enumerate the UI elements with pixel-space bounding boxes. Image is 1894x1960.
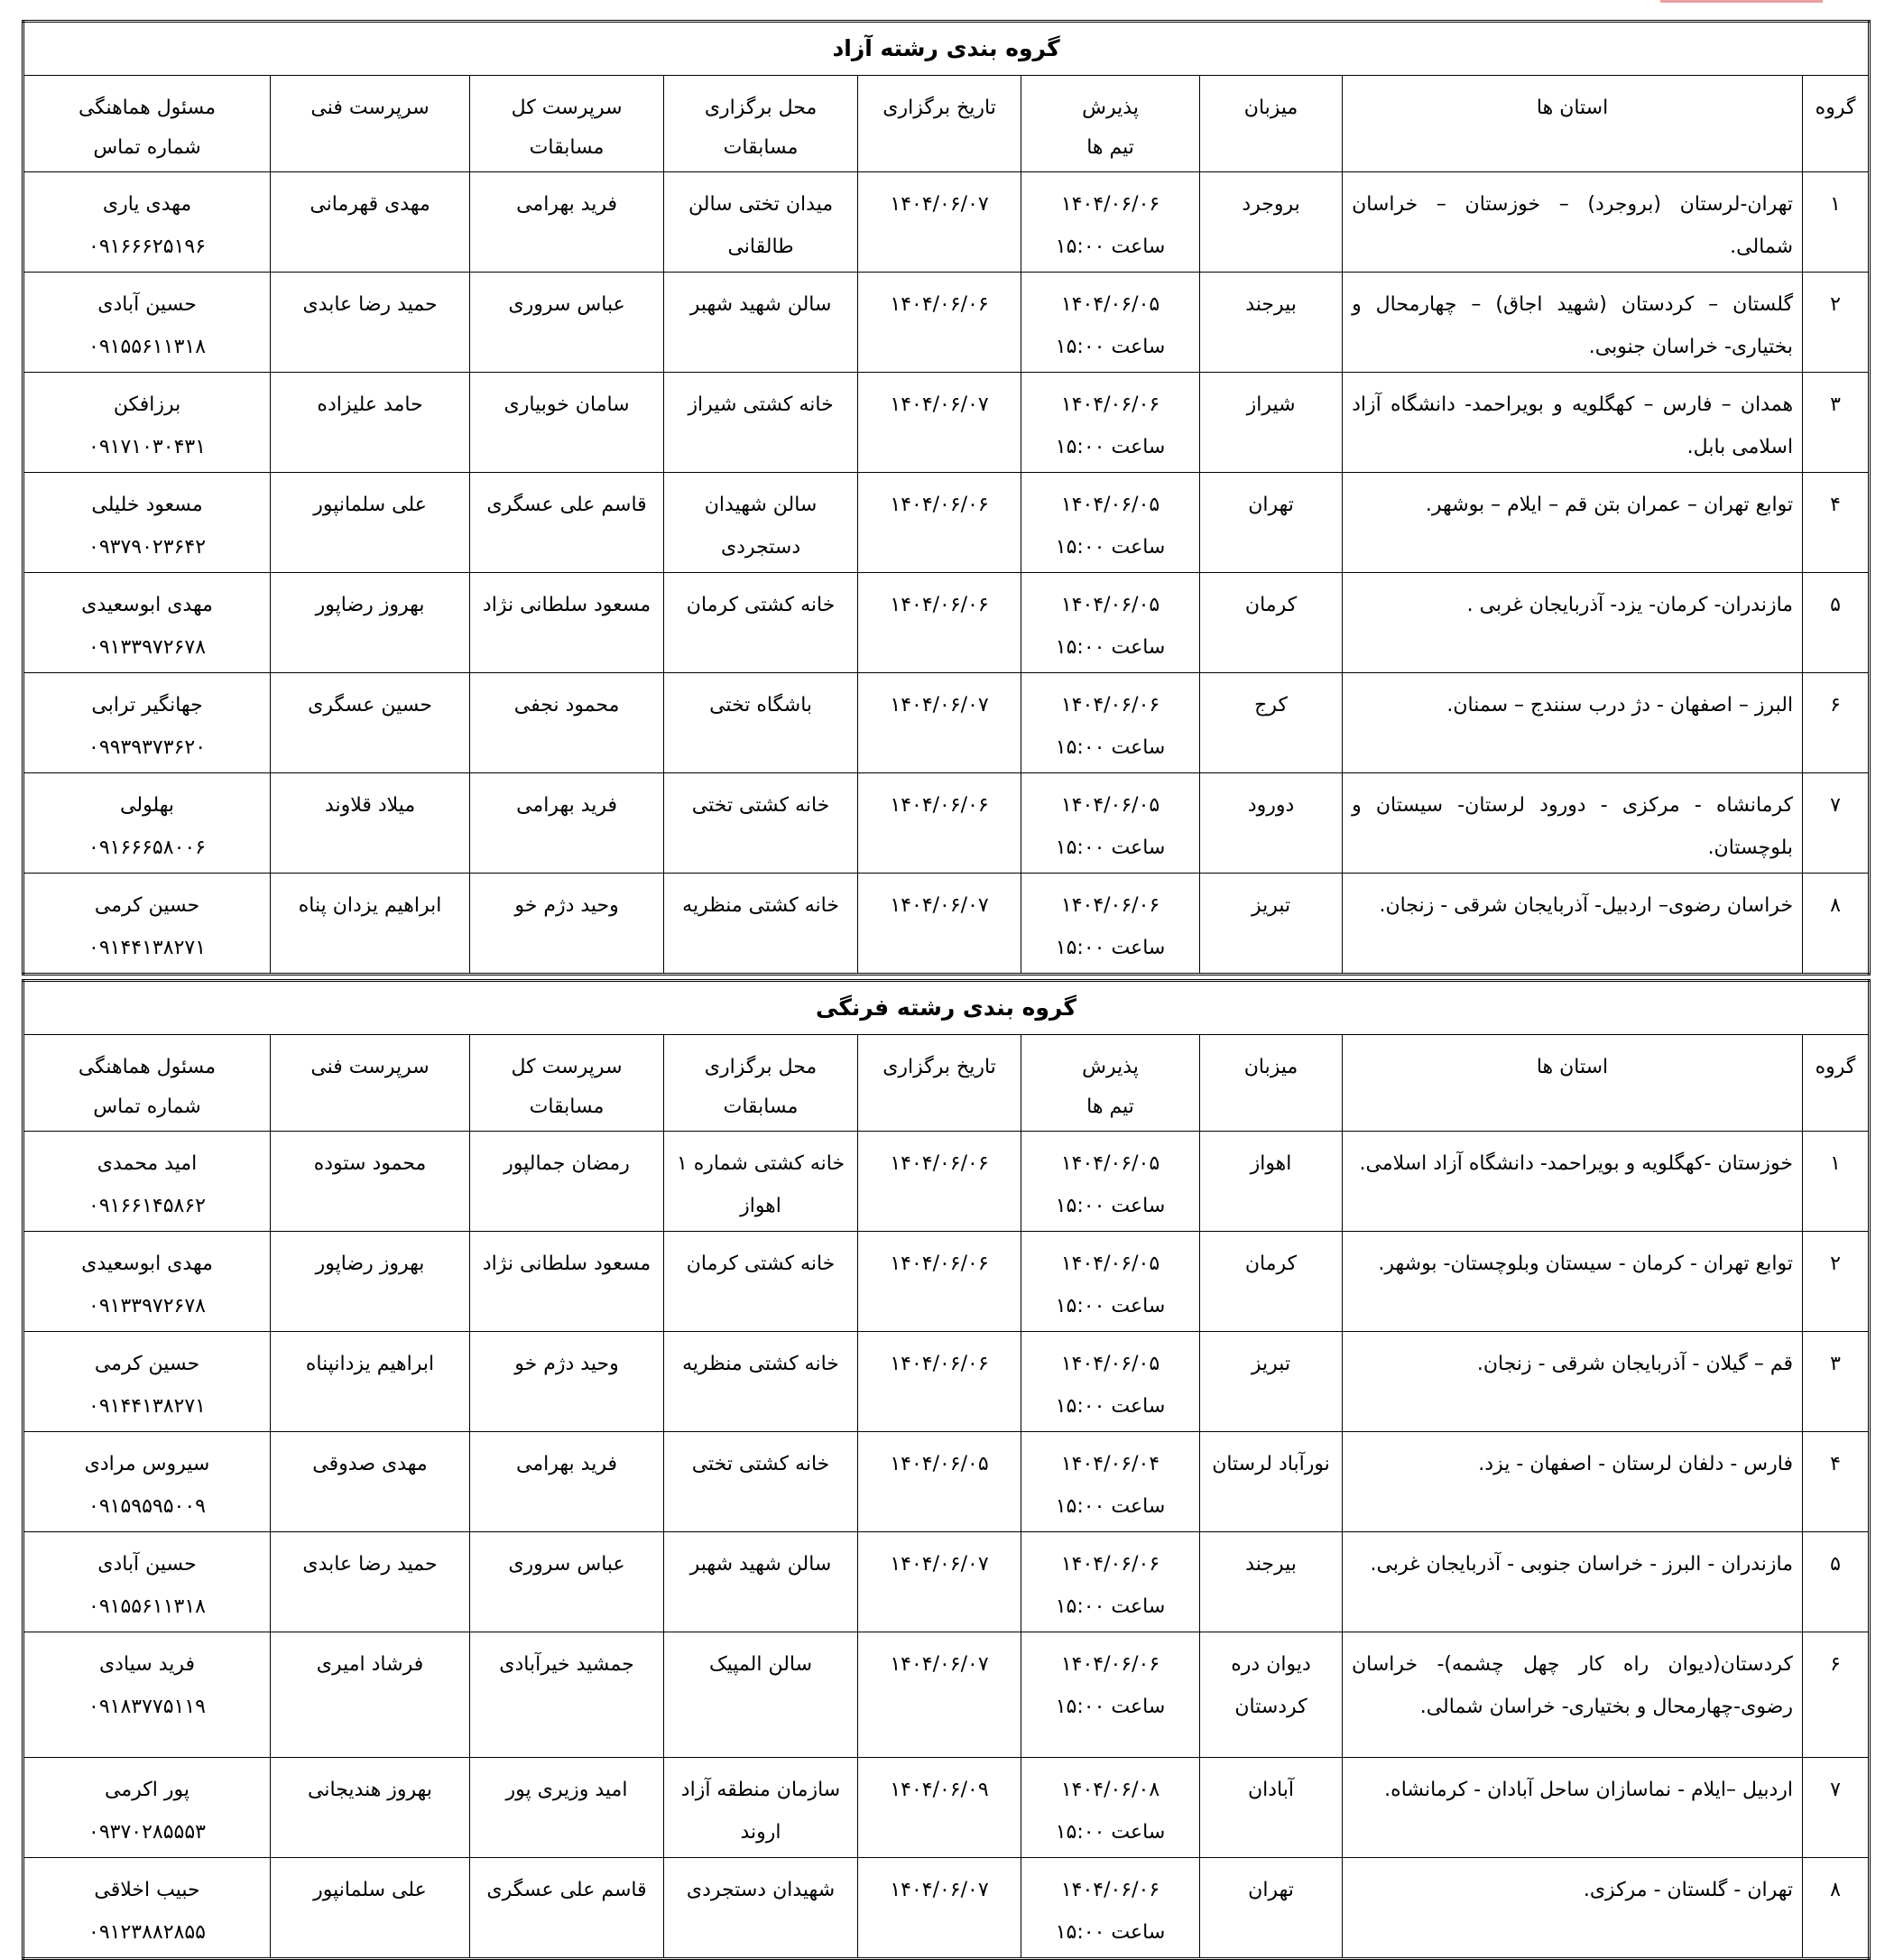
provinces-cell: کردستان(دیوان راه کار چهل چشمه)- خراسان رضوی-چهارمحال و بختیاری- خراسان شمالی. [1343,1632,1803,1758]
group-cell: ۳ [1803,373,1870,473]
venue-cell: سالن شهید شهبر [664,1532,858,1632]
coordinator-cell [23,874,271,975]
table-row [23,273,1870,373]
host-cell: آبادان [1200,1758,1343,1858]
table-row [23,473,1870,573]
provinces-cell: قم – گیلان - آذربایجان شرقی - زنجان. [1343,1332,1803,1432]
technical-cell: علی سلمانپور [271,473,470,573]
host-cell: تهران [1200,1858,1343,1959]
header-reception-line2: تیم ها [1086,1096,1134,1118]
group-cell: ۳ [1803,1332,1870,1432]
header-venue-line1: محل برگزاری [704,97,818,119]
reception-reception-date: ۱۴۰۴/۰۶/۰۴ [1060,1453,1160,1475]
reception-cell [1021,1632,1200,1758]
coordinator-cell [23,1432,271,1532]
host-cell: کرج [1200,673,1343,773]
reception-reception-date: ۱۴۰۴/۰۶/۰۶ [1060,393,1160,416]
coordinator-cell [23,1132,271,1232]
supervisor-cell: عباس سروری [470,273,664,373]
header-coordinator-line1: مسئول هماهنگی [78,1056,217,1078]
coordinator-phone: ۰۹۳۷۰۲۸۵۵۵۳ [88,1821,206,1844]
header-supervisor-line2: مسابقات [529,1096,605,1118]
coordinator-coordinator: امید محمدی [97,1152,198,1175]
header-row [23,76,1870,172]
venue-cell: سالن المپیک [664,1632,858,1758]
table-row [23,1532,1870,1632]
supervisor-cell: محمود نجفی [470,673,664,773]
reception-reception-date: ۱۴۰۴/۰۶/۰۵ [1060,494,1160,516]
coordinator-cell [23,673,271,773]
technical-cell: بهروز رضاپور [271,573,470,673]
coordinator-coordinator: مهدی یاری [102,193,192,216]
coordinator-coordinator: برزافکن [113,393,181,416]
venue-cell: خانه کشتی منظریه [664,874,858,975]
header-provinces: استان ها [1343,1035,1803,1132]
date-cell: ۱۴۰۴/۰۶/۰۵ [858,1432,1021,1532]
reception-reception-time: ساعت ۱۵:۰۰ [1055,1696,1166,1718]
header-group: گروه [1803,76,1870,172]
reception-reception-time: ساعت ۱۵:۰۰ [1055,1921,1166,1944]
date-cell: ۱۴۰۴/۰۶/۰۷ [858,172,1021,273]
grecoroman-section [22,979,1871,1960]
technical-cell: حمید رضا عابدی [271,273,470,373]
reception-reception-time: ساعت ۱۵:۰۰ [1055,837,1166,859]
provinces-cell: خوزستان -کهگلویه و بویراحمد- دانشگاه آزاد اسلامی. [1343,1132,1803,1232]
table-row [23,1132,1870,1232]
group-cell: ۶ [1803,1632,1870,1758]
header-date: تاریخ برگزاری [858,76,1021,172]
technical-cell: ابراهیم یزدانپناه [271,1332,470,1432]
header-group: گروه [1803,1035,1870,1132]
reception-cell [1021,1132,1200,1232]
host-cell: دورود [1200,773,1343,874]
technical-cell: حسین عسگری [271,673,470,773]
provinces-cell: توابع تهران – عمران بتن قم – ایلام – بوشهر. [1343,473,1803,573]
reception-cell [1021,1858,1200,1959]
coordinator-phone: ۰۹۱۵۹۵۹۵۰۰۹ [88,1495,206,1518]
host-cell: شیراز [1200,373,1343,473]
table-row [23,373,1870,473]
date-cell: ۱۴۰۴/۰۶/۰۶ [858,1232,1021,1332]
coordinator-coordinator: مسعود خلیلی [91,494,203,516]
provinces-cell: کرمانشاه - مرکزی - دورود لرستان- سیستان و بلوچستان. [1343,773,1803,874]
host-cell: بیرجند [1200,273,1343,373]
provinces-cell: همدان – فارس – کهگلویه و بویراحمد- دانشگاه آزاد اسلامی بابل. [1343,373,1803,473]
host-cell: تبریز [1200,874,1343,975]
reception-cell [1021,773,1200,874]
coordinator-phone: ۰۹۱۴۴۱۳۸۲۷۱ [88,937,207,959]
header-date: تاریخ برگزاری [858,1035,1021,1132]
technical-cell: فرشاد امیری [271,1632,470,1758]
header-supervisor [470,1035,664,1132]
reception-reception-time: ساعت ۱۵:۰۰ [1055,1495,1166,1518]
date-cell: ۱۴۰۴/۰۶/۰۷ [858,673,1021,773]
header-supervisor-line2: مسابقات [529,136,605,159]
table-row [23,172,1870,273]
coordinator-cell [23,473,271,573]
venue-cell: خانه کشتی منظریه [664,1332,858,1432]
reception-reception-time: ساعت ۱۵:۰۰ [1055,1595,1166,1618]
group-cell: ۶ [1803,673,1870,773]
header-technical: سرپرست فنی [271,1035,470,1132]
host-cell: تهران [1200,473,1343,573]
reception-cell [1021,673,1200,773]
reception-reception-date: ۱۴۰۴/۰۶/۰۵ [1060,794,1160,817]
reception-reception-time: ساعت ۱۵:۰۰ [1055,1821,1166,1844]
reception-cell [1021,1232,1200,1332]
coordinator-cell [23,273,271,373]
supervisor-cell: رمضان جمالپور [470,1132,664,1232]
header-coordinator-line2: شماره تماس [93,1096,201,1118]
group-cell: ۵ [1803,1532,1870,1632]
coordinator-phone: ۰۹۳۷۹۰۲۳۶۴۲ [88,536,207,559]
date-cell: ۱۴۰۴/۰۶/۰۶ [858,773,1021,874]
group-cell: ۴ [1803,473,1870,573]
provinces-cell: فارس - دلفان لرستان - اصفهان - یزد. [1343,1432,1803,1532]
table-row [23,1232,1870,1332]
header-reception-line1: پذیرش [1082,1056,1139,1078]
provinces-cell: خراسان رضوی– اردبیل- آذربایجان شرقی - زنجان. [1343,874,1803,975]
reception-reception-date: ۱۴۰۴/۰۶/۰۵ [1060,594,1160,616]
technical-cell: بهروز رضاپور [271,1232,470,1332]
reception-reception-date: ۱۴۰۴/۰۶/۰۶ [1060,1879,1160,1901]
table-row [23,1432,1870,1532]
coordinator-phone: ۰۹۱۵۵۶۱۱۳۱۸ [88,336,207,358]
section-title: گروه بندی رشته فرنگی [23,981,1870,1035]
reception-reception-time: ساعت ۱۵:۰۰ [1055,236,1166,258]
group-cell: ۲ [1803,1232,1870,1332]
provinces-cell: تهران - گلستان - مرکزی. [1343,1858,1803,1959]
header-supervisor-line1: سرپرست کل [511,97,623,119]
header-supervisor [470,76,664,172]
reception-reception-time: ساعت ۱۵:۰۰ [1055,1195,1166,1217]
provinces-cell: مازندران - البرز - خراسان جنوبی - آذربایجان غربی. [1343,1532,1803,1632]
group-cell: ۸ [1803,874,1870,975]
reception-reception-time: ساعت ۱۵:۰۰ [1055,336,1166,358]
coordinator-phone: ۰۹۱۳۳۹۷۲۶۷۸ [88,1295,206,1317]
table-row [23,1632,1870,1758]
venue-cell: خانه کشتی شیراز [664,373,858,473]
header-venue [664,76,858,172]
host-cell: اهواز [1200,1132,1343,1232]
table-row [23,1858,1870,1959]
supervisor-cell: فرید بهرامی [470,172,664,273]
technical-cell: محمود ستوده [271,1132,470,1232]
coordinator-cell [23,1758,271,1858]
reception-reception-date: ۱۴۰۴/۰۶/۰۶ [1060,1653,1160,1676]
reception-cell [1021,1432,1200,1532]
coordinator-coordinator: حسین کرمی [94,1353,200,1375]
coordinator-cell [23,573,271,673]
coordinator-phone: ۰۹۱۷۱۰۳۰۴۳۱ [88,436,207,458]
table-row [23,773,1870,874]
supervisor-cell: سامان خوبیاری [470,373,664,473]
provinces-cell: تهران-لرستان (بروجرد) – خوزستان – خراسان شمالی. [1343,172,1803,273]
venue-cell: سازمان منطقه آزاد اروند [664,1758,858,1858]
header-venue-line1: محل برگزاری [704,1056,818,1078]
reception-reception-time: ساعت ۱۵:۰۰ [1055,636,1166,659]
host-cell: بروجرد [1200,172,1343,273]
venue-cell: شهیدان دستجردی [664,1858,858,1959]
coordinator-cell [23,1232,271,1332]
reception-cell [1021,172,1200,273]
header-coordinator-line2: شماره تماس [93,136,201,159]
header-reception-line2: تیم ها [1086,136,1134,159]
coordinator-phone: ۰۹۱۵۵۶۱۱۳۱۸ [88,1595,206,1618]
venue-cell: خانه کشتی شماره ۱ اهواز [664,1132,858,1232]
coordinator-cell [23,773,271,874]
reception-cell [1021,573,1200,673]
reception-reception-date: ۱۴۰۴/۰۶/۰۶ [1060,1553,1160,1576]
supervisor-cell: امید وزیری پور [470,1758,664,1858]
table-row [23,1758,1870,1858]
coordinator-phone: ۰۹۹۳۹۳۷۳۶۲۰ [88,736,207,759]
reception-reception-date: ۱۴۰۴/۰۶/۰۸ [1060,1779,1160,1801]
technical-cell: حامد علیزاده [271,373,470,473]
coordinator-coordinator: مهدی ابوسعیدی [81,594,213,616]
date-cell: ۱۴۰۴/۰۶/۰۷ [858,1858,1021,1959]
header-technical: سرپرست فنی [271,76,470,172]
technical-cell: علی سلمانپور [271,1858,470,1959]
header-venue-line2: مسابقات [723,136,799,159]
date-cell: ۱۴۰۴/۰۶/۰۶ [858,1132,1021,1232]
reception-cell [1021,273,1200,373]
coordinator-coordinator: حبیب اخلاقی [94,1879,200,1901]
header-provinces: استان ها [1343,76,1803,172]
host-cell: دیوان دره کردستان [1200,1632,1343,1758]
header-reception [1021,1035,1200,1132]
table-row [23,1332,1870,1432]
venue-cell: خانه کشتی تختی [664,1432,858,1532]
venue-cell: باشگاه تختی [664,673,858,773]
reception-cell [1021,1758,1200,1858]
coordinator-cell [23,172,271,273]
provinces-cell: گلستان – کردستان (شهید اجاق) – چهارمحال و بختیاری- خراسان جنوبی. [1343,273,1803,373]
supervisor-cell: مسعود سلطانی نژاد [470,1232,664,1332]
coordinator-cell [23,1858,271,1959]
supervisor-cell: وحید دژم خو [470,874,664,975]
reception-reception-time: ساعت ۱۵:۰۰ [1055,736,1166,759]
provinces-cell: اردبیل –ایلام - نماسازان ساحل آبادان - کرمانشاه. [1343,1758,1803,1858]
coordinator-coordinator: فرید سیادی [98,1653,196,1676]
date-cell: ۱۴۰۴/۰۶/۰۷ [858,1532,1021,1632]
coordinator-cell [23,1532,271,1632]
reception-reception-time: ساعت ۱۵:۰۰ [1055,1295,1166,1317]
supervisor-cell: قاسم علی عسگری [470,473,664,573]
header-supervisor-line1: سرپرست کل [511,1056,623,1078]
header-venue [664,1035,858,1132]
supervisor-cell: وحید دژم خو [470,1332,664,1432]
date-cell: ۱۴۰۴/۰۶/۰۷ [858,874,1021,975]
coordinator-phone: ۰۹۱۴۴۱۳۸۲۷۱ [88,1395,206,1418]
date-cell: ۱۴۰۴/۰۶/۰۶ [858,473,1021,573]
header-coordinator-line1: مسئول هماهنگی [78,97,217,119]
reception-cell [1021,473,1200,573]
group-cell: ۵ [1803,573,1870,673]
technical-cell: ابراهیم یزدان پناه [271,874,470,975]
reception-reception-time: ساعت ۱۵:۰۰ [1055,436,1166,458]
header-host: میزبان [1200,76,1343,172]
header-host: میزبان [1200,1035,1343,1132]
date-cell: ۱۴۰۴/۰۶/۰۷ [858,1632,1021,1758]
technical-cell: مهدی صدوقی [271,1432,470,1532]
reception-reception-time: ساعت ۱۵:۰۰ [1055,1395,1166,1418]
date-cell: ۱۴۰۴/۰۶/۰۶ [858,573,1021,673]
top-accent-line [1660,0,1823,3]
coordinator-coordinator: جهانگیر ترابی [91,694,203,717]
date-cell: ۱۴۰۴/۰۶/۰۹ [858,1758,1021,1858]
venue-cell: خانه کشتی تختی [664,773,858,874]
reception-reception-date: ۱۴۰۴/۰۶/۰۶ [1060,694,1160,717]
host-cell: کرمان [1200,573,1343,673]
section-title: گروه بندی رشته آزاد [23,22,1870,76]
reception-reception-time: ساعت ۱۵:۰۰ [1055,937,1166,959]
coordinator-phone: ۰۹۱۶۶۶۲۵۱۹۶ [88,236,207,258]
date-cell: ۱۴۰۴/۰۶/۰۶ [858,1332,1021,1432]
reception-reception-time: ساعت ۱۵:۰۰ [1055,536,1166,559]
supervisor-cell: عباس سروری [470,1532,664,1632]
host-cell: بیرجند [1200,1532,1343,1632]
date-cell: ۱۴۰۴/۰۶/۰۶ [858,273,1021,373]
reception-cell [1021,874,1200,975]
table-row [23,673,1870,773]
coordinator-coordinator: سیروس مرادی [84,1453,210,1475]
group-cell: ۸ [1803,1858,1870,1959]
coordinator-phone: ۰۹۱۶۶۱۴۵۸۶۲ [88,1195,206,1217]
group-cell: ۷ [1803,1758,1870,1858]
venue-cell: سالن شهید شهبر [664,273,858,373]
venue-cell: خانه کشتی کرمان [664,1232,858,1332]
header-coordinator [23,1035,271,1132]
coordinator-phone: ۰۹۱۳۳۹۷۲۶۷۸ [88,636,207,659]
document [22,20,1868,1960]
table-row [23,874,1870,975]
table-row [23,573,1870,673]
technical-cell: بهروز هندیجانی [271,1758,470,1858]
reception-cell [1021,1532,1200,1632]
host-cell: کرمان [1200,1232,1343,1332]
freestyle-section [22,20,1871,975]
technical-cell: مهدی قهرمانی [271,172,470,273]
coordinator-coordinator: پور اکرمی [105,1779,189,1801]
provinces-cell: البرز – اصفهان - دژ درب سنندج – سمنان. [1343,673,1803,773]
group-cell: ۲ [1803,273,1870,373]
technical-cell: میلاد قلاوند [271,773,470,874]
group-cell: ۴ [1803,1432,1870,1532]
group-cell: ۱ [1803,172,1870,273]
coordinator-phone: ۰۹۱۲۳۸۸۲۸۵۵ [88,1921,206,1944]
reception-cell [1021,373,1200,473]
provinces-cell: مازندران- کرمان- یزد- آذربایجان غربی . [1343,573,1803,673]
coordinator-coordinator: مهدی ابوسعیدی [81,1253,213,1275]
coordinator-cell [23,373,271,473]
supervisor-cell: قاسم علی عسگری [470,1858,664,1959]
reception-reception-date: ۱۴۰۴/۰۶/۰۵ [1060,293,1160,316]
technical-cell: حمید رضا عابدی [271,1532,470,1632]
coordinator-coordinator: حسین آبادی [97,1553,197,1576]
header-row [23,1035,1870,1132]
header-reception [1021,76,1200,172]
host-cell: نورآباد لرستان [1200,1432,1343,1532]
group-cell: ۱ [1803,1132,1870,1232]
venue-cell: سالن شهیدان دستجردی [664,473,858,573]
venue-cell: خانه کشتی کرمان [664,573,858,673]
coordinator-coordinator: بهلولی [120,794,174,817]
supervisor-cell: مسعود سلطانی نژاد [470,573,664,673]
group-cell: ۷ [1803,773,1870,874]
reception-reception-date: ۱۴۰۴/۰۶/۰۶ [1060,894,1160,917]
coordinator-phone: ۰۹۱۶۶۶۵۸۰۰۶ [88,837,207,859]
supervisor-cell: جمشید خیرآبادی [470,1632,664,1758]
supervisor-cell: فرید بهرامی [470,773,664,874]
coordinator-cell [23,1632,271,1758]
reception-reception-date: ۱۴۰۴/۰۶/۰۵ [1060,1353,1160,1375]
supervisor-cell: فرید بهرامی [470,1432,664,1532]
reception-reception-date: ۱۴۰۴/۰۶/۰۵ [1060,1152,1160,1175]
coordinator-coordinator: حسین کرمی [94,894,200,917]
host-cell: تبریز [1200,1332,1343,1432]
coordinator-coordinator: حسین آبادی [97,293,197,316]
header-venue-line2: مسابقات [723,1096,799,1118]
header-coordinator [23,76,271,172]
provinces-cell: توابع تهران - کرمان - سیستان وبلوچستان- بوشهر. [1343,1232,1803,1332]
venue-cell: میدان تختی سالن طالقانی [664,172,858,273]
coordinator-cell [23,1332,271,1432]
date-cell: ۱۴۰۴/۰۶/۰۷ [858,373,1021,473]
header-reception-line1: پذیرش [1082,97,1139,119]
reception-reception-date: ۱۴۰۴/۰۶/۰۵ [1060,1253,1160,1275]
coordinator-phone: ۰۹۱۸۳۷۷۵۱۱۹ [88,1696,206,1718]
reception-cell [1021,1332,1200,1432]
reception-reception-date: ۱۴۰۴/۰۶/۰۶ [1060,193,1160,216]
